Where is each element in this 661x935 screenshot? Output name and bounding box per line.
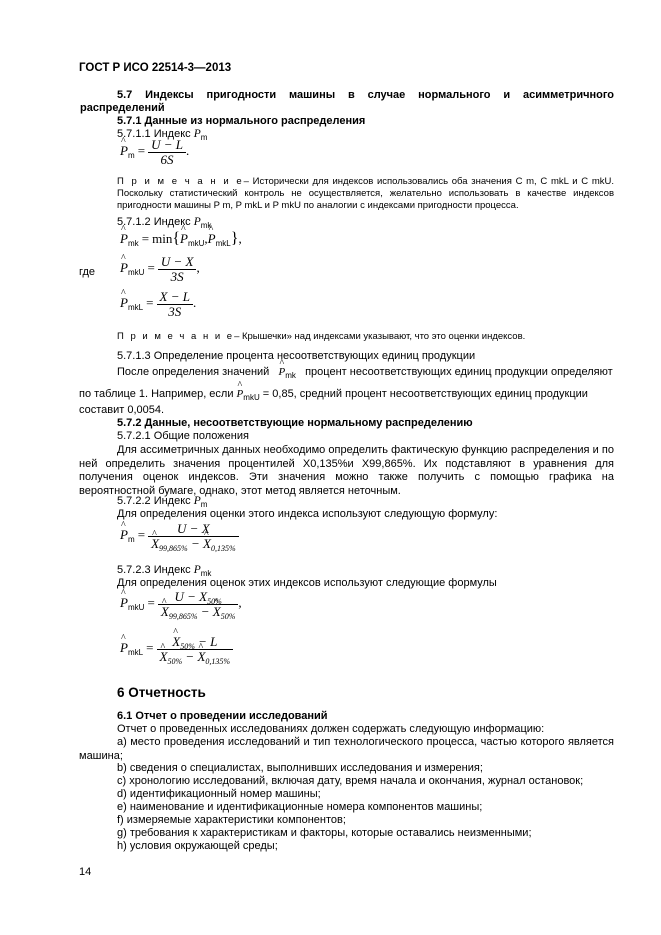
list-item: b) сведения о специалистах, выполнивших исследования и измерения; <box>117 762 483 774</box>
section-5-7-2-1-heading: 5.7.2.1 Общие положения <box>117 430 249 442</box>
section-5-7-2-3-heading: 5.7.2.3 Индекс $P_{mk}$ <box>117 564 212 578</box>
paragraph-5-7-2-3: Для определения оценок этих индексов используют следующие формулы <box>117 577 497 589</box>
paragraph-5-7-2-2: Для определения оценки этого индекса используют следующую формулу: <box>117 508 498 520</box>
formula-pmku-asym: ^ $P_{mkU}$ = $U - X_{50\%}$ ^ $X_{99,865\%}$ − ^ $X_{50\%}$ , <box>120 590 242 618</box>
where-label: где <box>79 266 96 278</box>
formula-pm-asym: ^ $P_m$ = U − X ^ $X_{99,865\%}$ − ^ $X_{0,135\%}$ <box>120 522 239 550</box>
list-item: e) наименование и идентификационные номера компонентов машины; <box>117 801 483 813</box>
section-5-7-1-1-heading: 5.7.1.1 Индекс $P_m$ <box>117 128 208 142</box>
formula-pm-normal: ^ $P_m$ = $\frac{U - L}{6S}$ . <box>120 138 189 166</box>
section-5-7-2-heading: 5.7.2 Данные, несоответствующие нормальному распределению <box>117 417 473 429</box>
paragraph-5-7-1-3-line3: составит 0,0054. <box>79 404 165 416</box>
section-6-1-heading: 6.1 Отчет о проведении исследований <box>117 710 328 722</box>
section-5-7-heading-line2: распределений <box>80 102 165 114</box>
list-item: d) идентификационный номер машины; <box>117 788 321 800</box>
paragraph-5-7-2-1: Для ассиметричных данных необходимо определить фактическую функцию распределения и по ней определить значения процентилей X0,135%и X99,865%. Их подставляют в уравнения для получения оценок индексов. Эти значения можно также получить с помощью графика на вероятностной бумаге, однако, этот метод является неточным. <box>79 444 614 497</box>
page-number: 14 <box>79 866 92 878</box>
formula-pmkl-normal: ^ $P_{mkL}$ = $\frac{X - L}{3S}$ . <box>120 290 196 318</box>
section-6-heading: 6 Отчетность <box>117 685 206 700</box>
formula-pmkl-asym: ^ $P_{mkL}$ = ^ $X_{50\%} - L$ ^ $X_{50\%}$ − ^ $X_{0,135\%}$ <box>120 635 233 663</box>
note-2: П р и м е ч а н и е– Крышечки» над индексами указывают, что это оценки индексов. <box>117 331 526 342</box>
list-item: c) хронологию исследований, включая дату, время начала и окончания, журнал остановок; <box>117 775 584 787</box>
section-5-7-heading-line1: 5.7 Индексы пригодности машины в случае нормального и асимметричного <box>117 89 614 101</box>
section-6-1-intro: Отчет о проведенных исследованиях должен содержать следующую информацию: <box>117 723 545 735</box>
section-5-7-1-2-heading: 5.7.1.2 Индекс $P_{mk}$ <box>117 216 212 230</box>
section-5-7-2-2-heading: 5.7.2.2 Индекс $P_m$ <box>117 495 208 509</box>
section-5-7-1-heading: 5.7.1 Данные из нормального распределения <box>117 115 366 127</box>
paragraph-5-7-1-3-line2: по таблице 1. Например, если ^ $P_{mkU} = 0,85$, средний процент несоответствующих единиц продукции <box>79 388 614 402</box>
formula-pmk-min: ^ $P_{mk}$ = min{^ $P_{mkU},\^{}$ $P_{mkL}$}, <box>120 232 242 248</box>
paragraph-5-7-1-3-line1: После определения значений ^ $P_{mk}$ процент несоответствующих единиц продукции определяют <box>117 366 614 380</box>
standard-header: ГОСТ Р ИСО 22514-3—2013 <box>79 62 232 74</box>
section-5-7-1-3-heading: 5.7.1.3 Определение процента несоответствующих единиц продукции <box>117 350 476 362</box>
list-item: f) измеряемые характеристики компонентов; <box>117 814 346 826</box>
list-item: a) место проведения исследований и тип технологического процесса, частью которого является машина; <box>79 736 614 762</box>
formula-pmku-normal: ^ $P_{mkU}$ = $\frac{U - X}{3S}$ , <box>120 255 200 283</box>
note-1: П р и м е ч а н и е– Исторически для индексов использовались оба значения C m, C mkL и C mkU. Поскольку статистический контроль не осуществляется, желательно использовать в качестве индексов пригодности машины P m, P mkL и P mkU по аналогии с индексами пригодности процесса. <box>117 176 615 211</box>
list-item: h) условия окружающей среды; <box>117 840 278 852</box>
list-item: g) требования к характеристикам и факторы, которые оставались неизменными; <box>117 827 532 839</box>
